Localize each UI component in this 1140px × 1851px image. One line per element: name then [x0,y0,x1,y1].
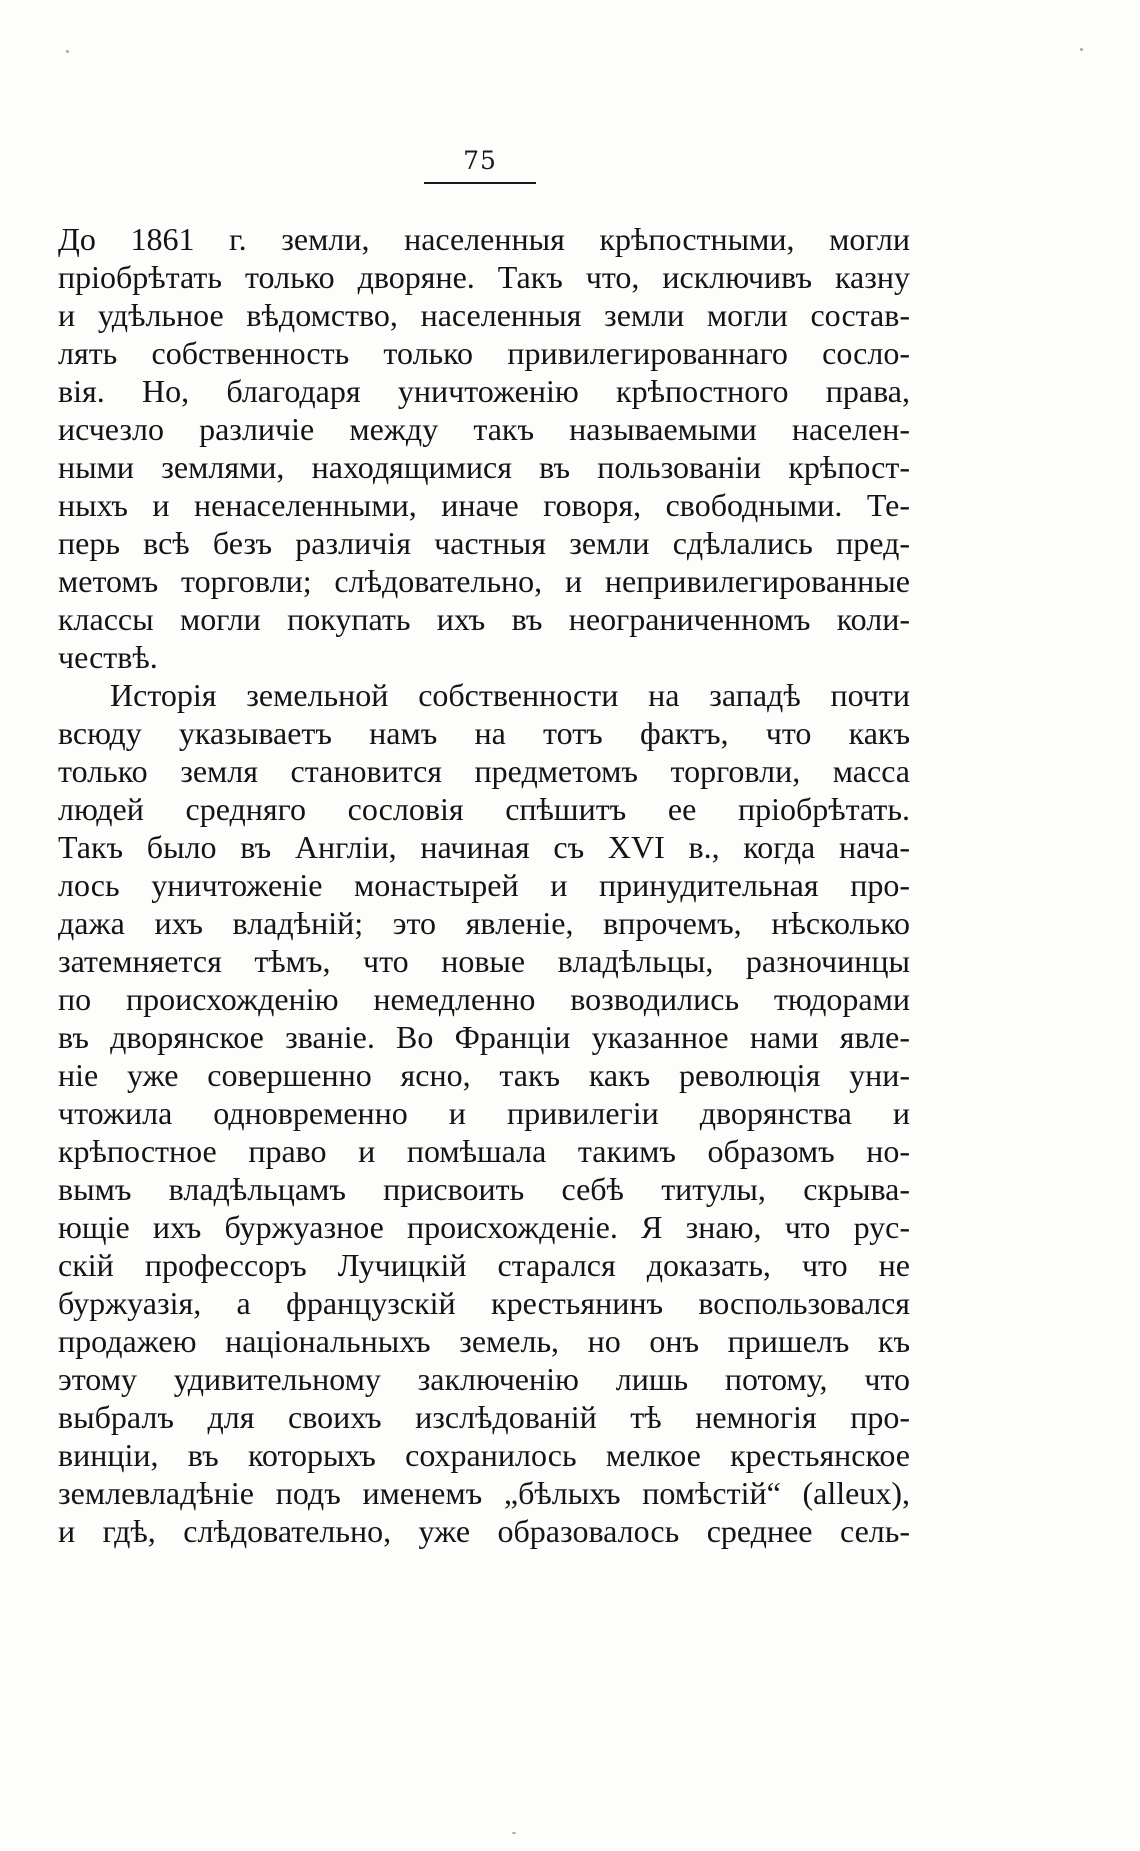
text-line: До 1861 г. земли, населенныя крѣпостными, могли [58,221,910,257]
text-line: исчезло различіе между такъ называемыми населен- [58,411,910,447]
text-line: ніе уже совершенно ясно, такъ какъ революція уни- [58,1057,910,1093]
text-line: Такъ было въ Англіи, начиная съ XVI в., когда нача- [58,829,910,865]
text-line: скій профессоръ Лучицкій старался доказать, что не [58,1247,910,1283]
text-line: этому удивительному заключенію лишь потому, что [58,1361,910,1397]
text-line: буржуазія, а французскій крестьянинъ воспользовался [58,1285,910,1321]
text-line: крѣпостное право и помѣшала такимъ образомъ но- [58,1133,910,1169]
text-line: лось уничтоженіе монастырей и принудительная про- [58,867,910,903]
text-line: вія. Но, благодаря уничтоженію крѣпостного права, [58,373,910,409]
body-text [58,220,910,1550]
text-line: вымъ владѣльцамъ присвоить себѣ титулы, скрыва- [58,1171,910,1207]
text-line: Исторія земельной собственности на западѣ почти [110,677,910,713]
text-line: землевладѣніе подъ именемъ „бѣлыхъ помѣстій“ (alleux), [58,1475,910,1511]
text-line: выбралъ для своихъ изслѣдованій тѣ немногія про- [58,1399,910,1435]
text-line: ющіе ихъ буржуазное происхожденіе. Я знаю, что рус- [58,1209,910,1245]
text-line: ными землями, находящимися въ пользованіи крѣпост- [58,449,910,485]
text-line: всюду указываетъ намъ на тотъ фактъ, что какъ [58,715,910,751]
text-line: чествѣ. [58,639,158,675]
page-number: 75 [463,146,497,175]
paragraph-1 [58,220,910,676]
text-line: пріобрѣтать только дворяне. Такъ что, исключивъ казну [58,259,910,295]
text-line: чтожила одновременно и привилегіи дворянства и [58,1095,910,1131]
scan-speck [66,50,69,53]
text-line: только земля становится предметомъ торговли, масса [58,753,910,789]
text-line: метомъ торговли; слѣдовательно, и непривилегированные [58,563,910,599]
text-line: по происхожденію немедленно возводились тюдорами [58,981,910,1017]
text-line: въ дворянское званіе. Во Франціи указанное нами явле- [58,1019,910,1055]
scan-speck [1080,48,1083,51]
text-line: классы могли покупать ихъ въ неограниченномъ коли- [58,601,910,637]
text-line: и гдѣ, слѣдовательно, уже образовалось среднее сель- [58,1513,910,1549]
text-line: людей средняго сословія спѣшитъ ее пріобрѣтать. [58,791,910,827]
paragraph-2 [58,676,910,1550]
text-line: лять собственность только привилегированнаго сосло- [58,335,910,371]
text-line: продажею національныхъ земель, но онъ пришелъ къ [58,1323,910,1359]
text-line: затемняется тѣмъ, что новые владѣльцы, разночинцы [58,943,910,979]
text-line: и удѣльное вѣдомство, населенныя земли могли состав- [58,297,910,333]
page-number-rule [424,182,536,184]
text-line: перь всѣ безъ различія частныя земли сдѣлались пред- [58,525,910,561]
text-line: дажа ихъ владѣній; это явленіе, впрочемъ, нѣсколько [58,905,910,941]
text-line: винціи, въ которыхъ сохранилось мелкое крестьянское [58,1437,910,1473]
scan-speck [512,1832,516,1834]
text-line: ныхъ и ненаселенными, иначе говоря, свободными. Те- [58,487,910,523]
